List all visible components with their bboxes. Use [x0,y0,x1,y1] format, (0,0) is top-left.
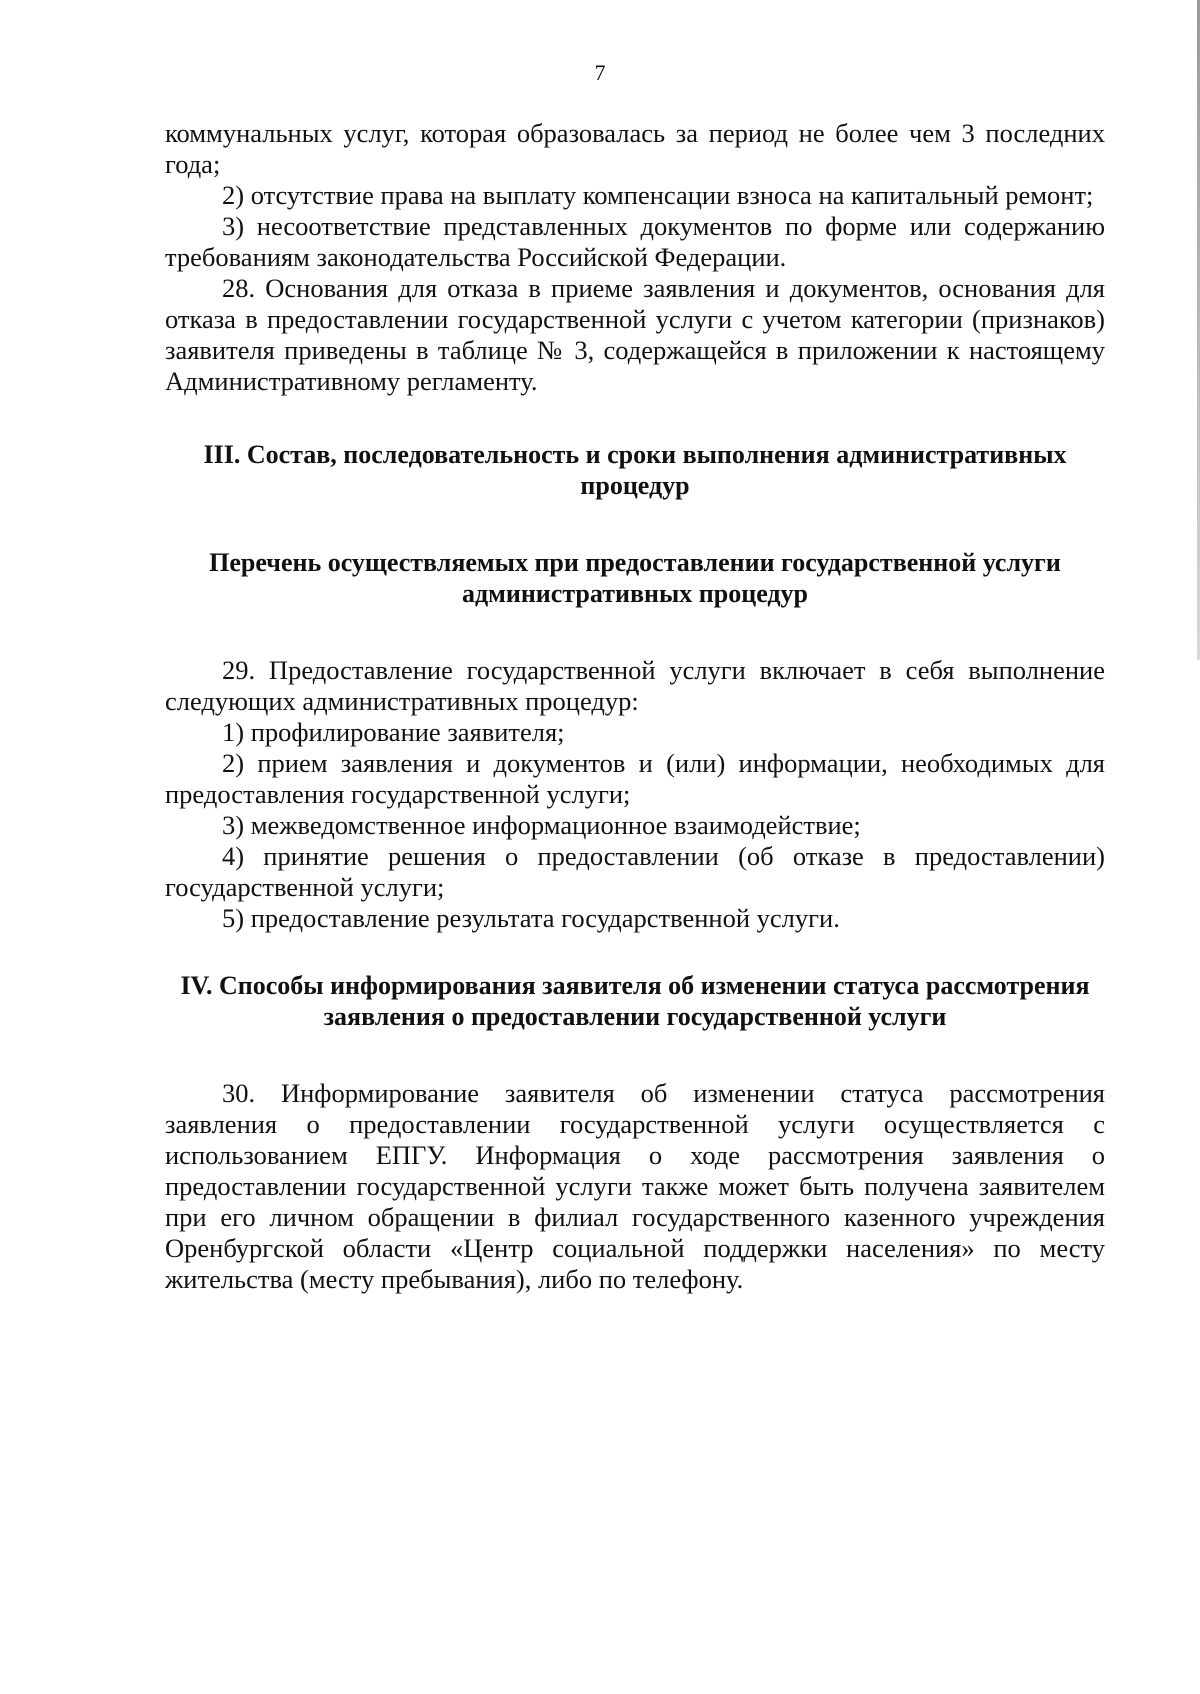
paragraph-item-3: 3) несоответствие представленных документов по форме или содержанию требованиям законодательства Российской Федерации. [165,211,1105,272]
procedure-item-4: 4) принятие решения о предоставлении (об отказе в предоставлении) государственной услуги; [165,841,1105,902]
paragraph-28: 28. Основания для отказа в приеме заявления и документов, основания для отказа в предоставлении государственной услуги с учетом категории (признаков) заявителя приведены в таблице № 3, содержащейся в приложении к настоящему Административному регламенту. [165,273,1105,396]
section-3-title: III. Состав, последовательность и сроки выполнения административных процедур [203,440,1067,500]
section-4-title: IV. Способы информирования заявителя об изменении статуса рассмотрения заявления о предоставлении государственной услуги [180,971,1090,1031]
procedure-item-3: 3) межведомственное информационное взаимодействие; [222,810,861,840]
document-body [165,118,1105,1295]
procedure-item-5: 5) предоставление результата государственной услуги. [222,903,840,933]
procedure-item-2: 2) прием заявления и документов и (или) информации, необходимых для предоставления государственной услуги; [165,748,1105,809]
paragraph-item-2: 2) отсутствие права на выплату компенсации взноса на капитальный ремонт; [222,180,1094,210]
page-number: 7 [594,60,606,85]
paragraph-29: 29. Предоставление государственной услуги включает в себя выполнение следующих административных процедур: [165,655,1105,716]
paragraph-continuation: коммунальных услуг, которая образовалась за период не более чем 3 последних года; [165,118,1105,179]
paragraph-30: 30. Информирование заявителя об изменении статуса рассмотрения заявления о предоставлении государственной услуги осуществляется с использованием ЕПГУ. Информация о ходе рассмотрения заявления о предоставлении государственной услуги также может быть получена заявителем при его личном обращении в филиал государственного казенного учреждения Оренбургской области «Центр социальной поддержки населения» по месту жительства (месту пребывания), либо по телефону. [165,1078,1105,1294]
section-3-subtitle: Перечень осуществляемых при предоставлении государственной услуги административных процедур [209,548,1061,608]
procedure-item-1: 1) профилирование заявителя; [222,717,565,747]
